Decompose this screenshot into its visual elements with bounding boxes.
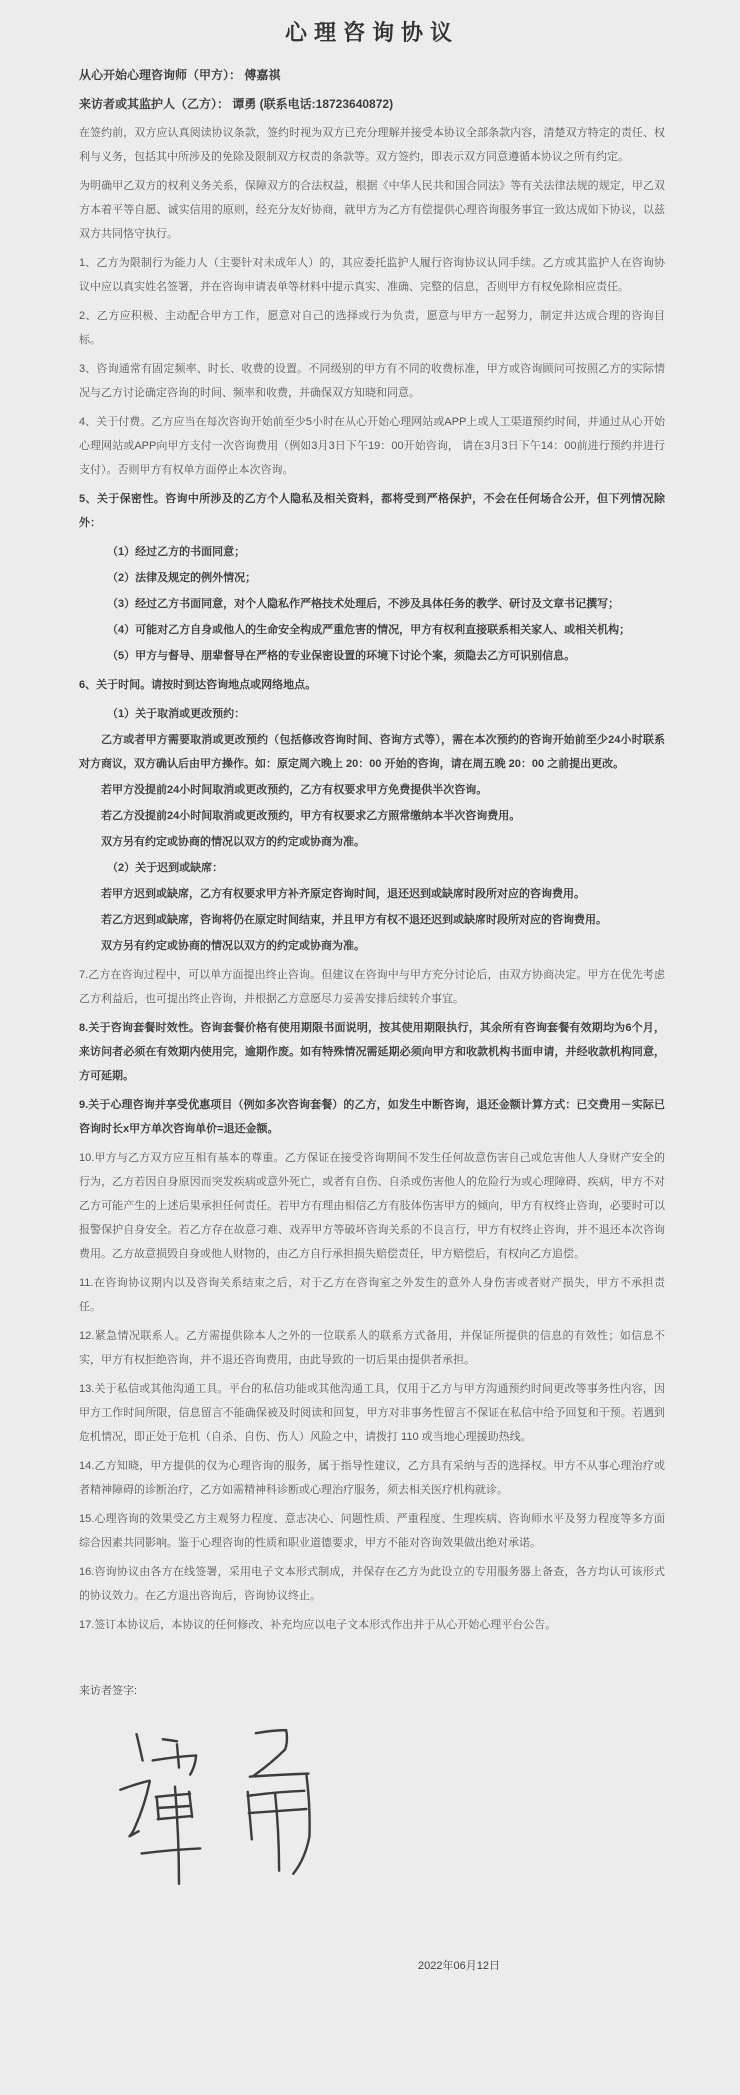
paragraph: （2）法律及规定的例外情况；: [107, 572, 257, 584]
paragraph: （3）经过乙方书面同意，对个人隐私作严格技术处理后，不涉及具体任务的教学、研讨及文章书记撰写；: [107, 598, 620, 610]
paragraph: 双方另有约定或协商的情况以双方的约定或协商为准。: [101, 836, 365, 848]
paragraph: 5、关于保密性。咨询中所涉及的乙方个人隐私及相关资料，都将受到严格保护，不会在任何场合公开，但下列情况除外：: [79, 493, 665, 529]
counselor-party-line: 从心开始心理咨询师（甲方）： 傅嘉祺: [79, 68, 281, 82]
paragraph: 6、关于时间。请按时到达咨询地点或网络地点。: [79, 679, 317, 691]
paragraph: 8.关于咨询套餐时效性。咨询套餐价格有使用期限书面说明，按其使用期限执行，其余所有咨询套餐有效期均为6个月，来访问者必须在有效期内使用完，逾期作废。如有特殊情况需延期必须向甲方和收款机构书面申请，并经收款机构同意，方可延期。: [79, 1022, 665, 1082]
paragraph: 2、乙方应积极、主动配合甲方工作，愿意对自己的选择或行为负责，愿意与甲方一起努力，制定并达成合理的咨询目标。: [79, 310, 665, 346]
paragraph: 16.咨询协议由各方在线签署，采用电子文本形式制成，并保存在乙方为此设立的专用服务器上备查，各方均认可该形式的协议效力。在乙方退出咨询后，咨询协议终止。: [79, 1566, 665, 1602]
paragraph: 12.紧急情况联系人。乙方需提供除本人之外的一位联系人的联系方式备用，并保证所提供的信息的有效性；如信息不实，甲方有权拒绝咨询，并不退还咨询费用，由此导致的一切后果由提供者承担。: [79, 1330, 665, 1366]
paragraph: 双方另有约定或协商的情况以双方的约定或协商为准。: [101, 940, 365, 952]
signature-strokes-icon: [115, 1717, 335, 1899]
paragraph: 1、乙方为限制行为能力人（主要针对未成年人）的，其应委托监护人履行咨询协议认同手续。乙方或其监护人在咨询协议中应以真实姓名签署，并在咨询申请表单等材料中提示真实、准确、完整的信息，否则甲方有权免除相应责任。: [79, 257, 665, 293]
paragraph: 10.甲方与乙方双方应互相有基本的尊重。乙方保证在接受咨询期间不发生任何故意伤害自己或危害他人人身财产安全的行为，乙方若因自身原因而突发疾病或意外死亡，或者有自伤、自杀或伤害他人的危险行为或心理障碍、疾病，甲方不对乙方可能产生的上述后果承担任何责任。若甲方有理由相信乙方有肢体伤害甲方的倾向，甲方有权终止咨询，必要时可以报警保护自身安全。若乙方存在故意刁难、戏弄甲方等破坏咨询关系的不良言行，甲方有权终止咨询，并不退还本次咨询费用。乙方故意损毁自身或他人财物的，由乙方自行承担损失赔偿责任，甲方赔偿后，有权向乙方追偿。: [79, 1152, 665, 1260]
paragraph: 11.在咨询协议期内以及咨询关系结束之后，对于乙方在咨询室之外发生的意外人身伤害或者财产损失，甲方不承担责任。: [79, 1277, 665, 1313]
paragraph: 若乙方没提前24小时间取消或更改预约，甲方有权要求乙方照常缴纳本半次咨询费用。: [101, 810, 521, 822]
paragraph: （1）经过乙方的书面同意；: [107, 546, 246, 558]
paragraph: 3、咨询通常有固定频率、时长、收费的设置。不同级别的甲方有不同的收费标准，甲方或咨询顾问可按照乙方的实际情况与乙方讨论确定咨询的时间、频率和收费，并确保双方知晓和同意。: [79, 363, 665, 399]
paragraph: 17.签订本协议后，本协议的任何修改、补充均应以电子文本形式作出并于从心开始心理平台公告。: [79, 1619, 557, 1631]
signature-label: 来访者签字:: [79, 1685, 138, 1697]
paragraph: 若乙方迟到或缺席，咨询将仍在原定时间结束，并且甲方有权不退还迟到或缺席时段所对应的咨询费用。: [101, 914, 607, 926]
paragraph: 4、关于付费。乙方应当在每次咨询开始前至少5小时在从心开始心理网站或APP上或人工渠道预约时间，并通过从心开始心理网站或APP向甲方支付一次咨询费用（例如3月3日下午19：00开始咨询， 请在3月3日下午14：00前进行预约并进行支付）。否则甲方有权单方面停止本次咨询。: [79, 416, 665, 476]
paragraph: 9.关于心理咨询并享受优惠项目（例如多次咨询套餐）的乙方，如发生中断咨询，退还金额计算方式：已交费用－实际已咨询时长x甲方单次咨询单价=退还金额。: [79, 1099, 665, 1135]
paragraph: 在签约前，双方应认真阅读协议条款，签约时视为双方已充分理解并接受本协议全部条款内容，清楚双方特定的责任、权利与义务，包括其中所涉及的免除及限制双方权责的条款等。双方签约，即表示双方同意遵循本协议之所有约定。: [79, 127, 665, 163]
page-title: 心理咨询协议: [284, 20, 459, 45]
paragraph: 乙方或者甲方需要取消或更改预约（包括修改咨询时间、咨询方式等），需在本次预约的咨询开始前至少24小时联系对方商议，双方确认后由甲方操作。如：原定周六晚上 20：00 开始的咨询，请在周五晚 20：00 之前提出更改。: [79, 734, 665, 770]
client-party-line: 来访者或其监护人（乙方）： 谭勇 (联系电话:18723640872): [79, 97, 394, 111]
paragraph: 13.关于私信或其他沟通工具。平台的私信功能或其他沟通工具，仅用于乙方与甲方沟通预约时间更改等事务性内容，因甲方工作时间所限，信息留言不能确保被及时阅读和回复，甲方对非事务性留言不保证在私信中给予回复和干预。若遇到危机情况，即正处于危机（自杀、自伤、伤人）风险之中，请拨打 110 或当地心理援助热线。: [79, 1383, 665, 1443]
paragraph: （1）关于取消或更改预约：: [107, 708, 246, 720]
paragraph: 若甲方迟到或缺席，乙方有权要求甲方补齐原定咨询时间，退还迟到或缺席时段所对应的咨询费用。: [101, 888, 585, 900]
paragraph: （2）关于迟到或缺席：: [107, 862, 224, 874]
paragraph: （4）可能对乙方自身或他人的生命安全构成严重危害的情况，甲方有权利直接联系相关家人、或相关机构；: [107, 624, 631, 636]
paragraph: 为明确甲乙双方的权利义务关系，保障双方的合法权益，根据《中华人民共和国合同法》等有关法律法规的规定，甲乙双方本着平等自愿、诚实信用的原则，经充分友好协商，就甲方为乙方有偿提供心理咨询服务事宜一致达成如下协议，以兹双方共同恪守执行。: [79, 180, 665, 240]
signing-date: 2022年06月12日: [418, 1960, 500, 1972]
paragraph: 15.心理咨询的效果受乙方主观努力程度、意志决心、问题性质、严重程度、生理疾病、咨询师水平及努力程度等多方面综合因素共同影响。鉴于心理咨询的性质和职业道德要求，甲方不能对咨询效果做出绝对承诺。: [79, 1513, 665, 1549]
agreement-body: [79, 121, 665, 1637]
handwritten-signature: [115, 1717, 335, 1899]
paragraph: 若甲方没提前24小时间取消或更改预约，乙方有权要求甲方免费提供半次咨询。: [101, 784, 488, 796]
paragraph: 14.乙方知晓，甲方提供的仅为心理咨询的服务，属于指导性建议，乙方具有采纳与否的选择权。甲方不从事心理治疗或者精神障碍的诊断治疗，乙方如需精神科诊断或心理治疗服务，须去相关医疗机构就诊。: [79, 1460, 665, 1496]
paragraph: （5）甲方与督导、朋辈督导在严格的专业保密设置的环境下讨论个案，须隐去乙方可识别信息。: [107, 650, 576, 662]
paragraph: 7.乙方在咨询过程中，可以单方面提出终止咨询。但建议在咨询中与甲方充分讨论后，由双方协商决定。甲方在优先考虑乙方利益后，也可提出终止咨询，并根据乙方意愿尽力妥善安排后续转介事宜。: [79, 969, 665, 1005]
